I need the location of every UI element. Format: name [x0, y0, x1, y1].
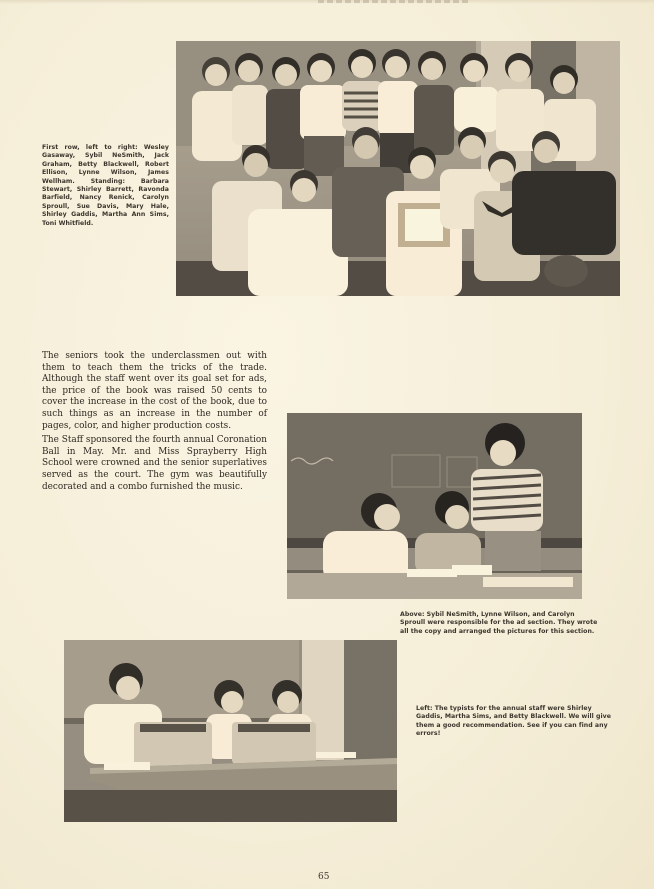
article-paragraph: The seniors took the underclassmen out with them to teach them the tricks of the trade. Although the staff went over its goal set for ads, the price of the book was raised 50 cents to cover the increase in the cost of the book, due to such things as an increase in the number of pages, color, and higher production costs.: [42, 351, 267, 431]
article-body: [42, 351, 267, 496]
typists-photo-caption: Left: The typists for the annual staff were Shirley Gaddis, Martha Sims, and Betty Blackwell. We will give them a good recommendation. See if you can find any errors!: [416, 705, 612, 738]
typists-photo-image: [64, 640, 397, 822]
page-number: 65: [318, 872, 330, 882]
staff-group-photo: [176, 41, 620, 296]
article-paragraph: The Staff sponsored the fourth annual Coronation Ball in May. Mr. and Miss Sprayberry High School were crowned and the senior superlatives served as the court. The gym was beautifully decorated and a combo furnished the music.: [42, 435, 267, 492]
ad-section-photo-caption: Above: Sybil NeSmith, Lynne Wilson, and Carolyn Sproull were responsible for the ad section. They wrote all the copy and arranged the pictures for this section.: [400, 611, 598, 635]
ad-section-photo-image: [287, 413, 582, 599]
ad-section-photo: [287, 413, 582, 599]
group-photo-caption: First row, left to right: Wesley Gasaway, Sybil NeSmith, Jack Graham, Betty Blackwell, Robert Ellison, Lynne Wilson, James Wellham. Standing: Barbara Stewart, Shirley Barrett, Ravonda Barfield, Nancy Renick, Carolyn Sproull, Sue Davis, Mary Hale, Shirley Gaddis, Martha Ann Sims, Toni Whitfield.: [42, 144, 169, 227]
staff-group-photo-image: [176, 41, 620, 296]
typists-photo: [64, 640, 397, 822]
cropped-running-header: [318, 0, 468, 3]
